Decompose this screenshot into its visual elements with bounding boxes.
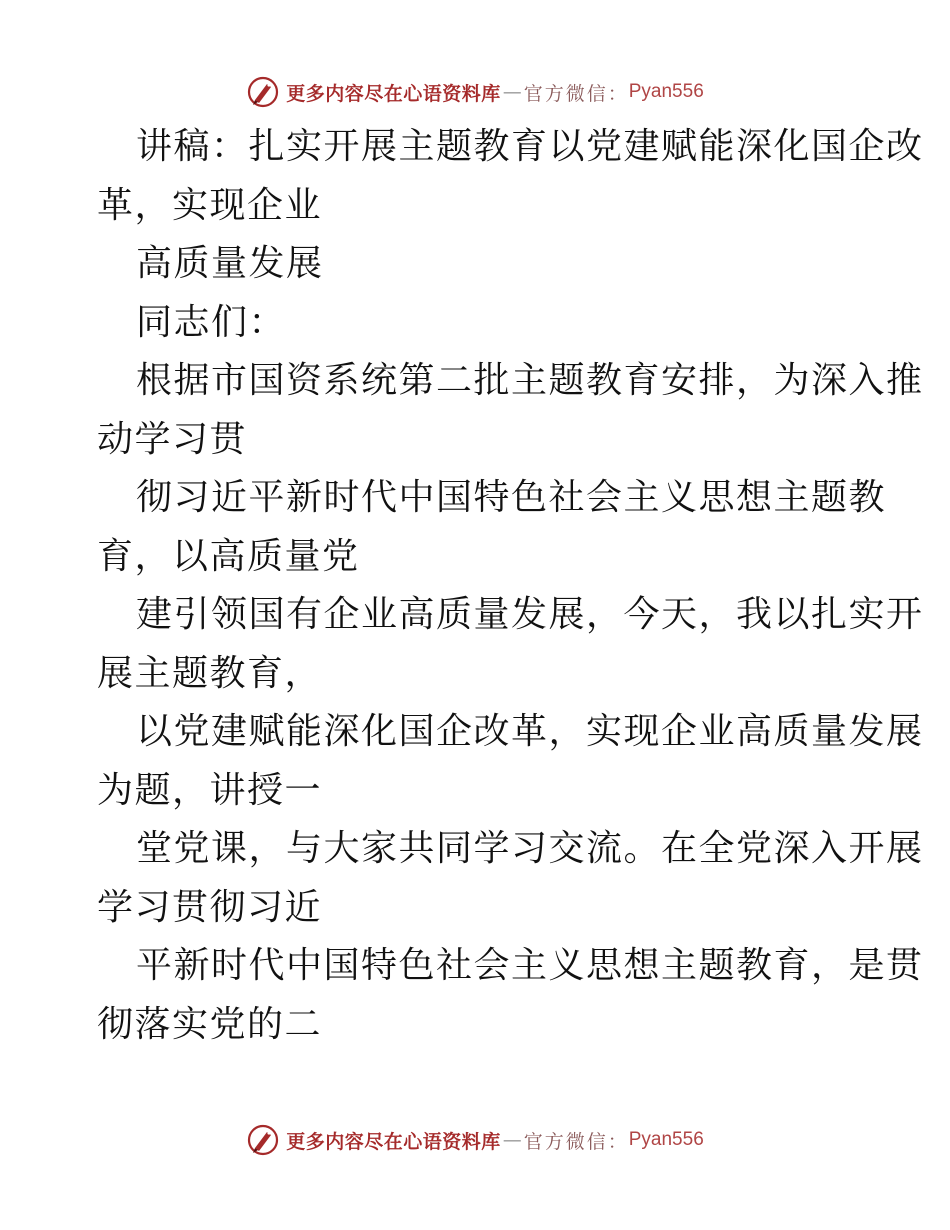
watermark-text: 更多内容尽在心语资料库	[286, 1130, 501, 1153]
text-line: 学习贯彻习近	[97, 886, 323, 928]
watermark-wechat-id: Pyan556	[628, 81, 704, 102]
footer-watermark	[0, 1120, 950, 1160]
text-line: 高质量发展	[136, 243, 324, 284]
text-line: 堂党课，与大家共同学习交流。在全党深入开展	[136, 828, 924, 869]
text-line: 彻落实党的二	[97, 1003, 323, 1045]
watermark-text: 更多内容尽在心语资料库	[286, 82, 501, 105]
text-line: 建引领国有企业高质量发展，今天，我以扎实开	[136, 594, 924, 635]
watermark-label: 官方微信：	[523, 1130, 629, 1153]
text-line: 为题，讲授一	[97, 769, 323, 811]
pen-logo-icon	[246, 75, 280, 109]
text-line: 展主题教育，	[97, 652, 323, 694]
document-body	[97, 118, 924, 1054]
text-line: 动学习贯	[97, 418, 248, 460]
pen-logo-icon	[246, 1123, 280, 1157]
text-line: 同志们：	[136, 301, 287, 343]
header-watermark	[0, 72, 950, 112]
text-line: 讲稿：扎实开展主题教育以党建赋能深化国企改	[136, 126, 924, 167]
watermark-dash: —	[502, 1129, 522, 1151]
watermark-wechat-id: Pyan556	[628, 1129, 704, 1150]
text-line: 根据市国资系统第二批主题教育安排，为深入推	[136, 360, 924, 401]
watermark-dash: —	[502, 81, 522, 103]
text-line: 育，以高质量党	[97, 535, 360, 577]
text-line: 革，实现企业	[97, 184, 323, 226]
text-line: 彻习近平新时代中国特色社会主义思想主题教	[136, 477, 887, 518]
text-line: 以党建赋能深化国企改革，实现企业高质量发展	[136, 711, 924, 752]
watermark-label: 官方微信：	[523, 82, 629, 105]
text-line: 平新时代中国特色社会主义思想主题教育，是贯	[136, 945, 924, 986]
